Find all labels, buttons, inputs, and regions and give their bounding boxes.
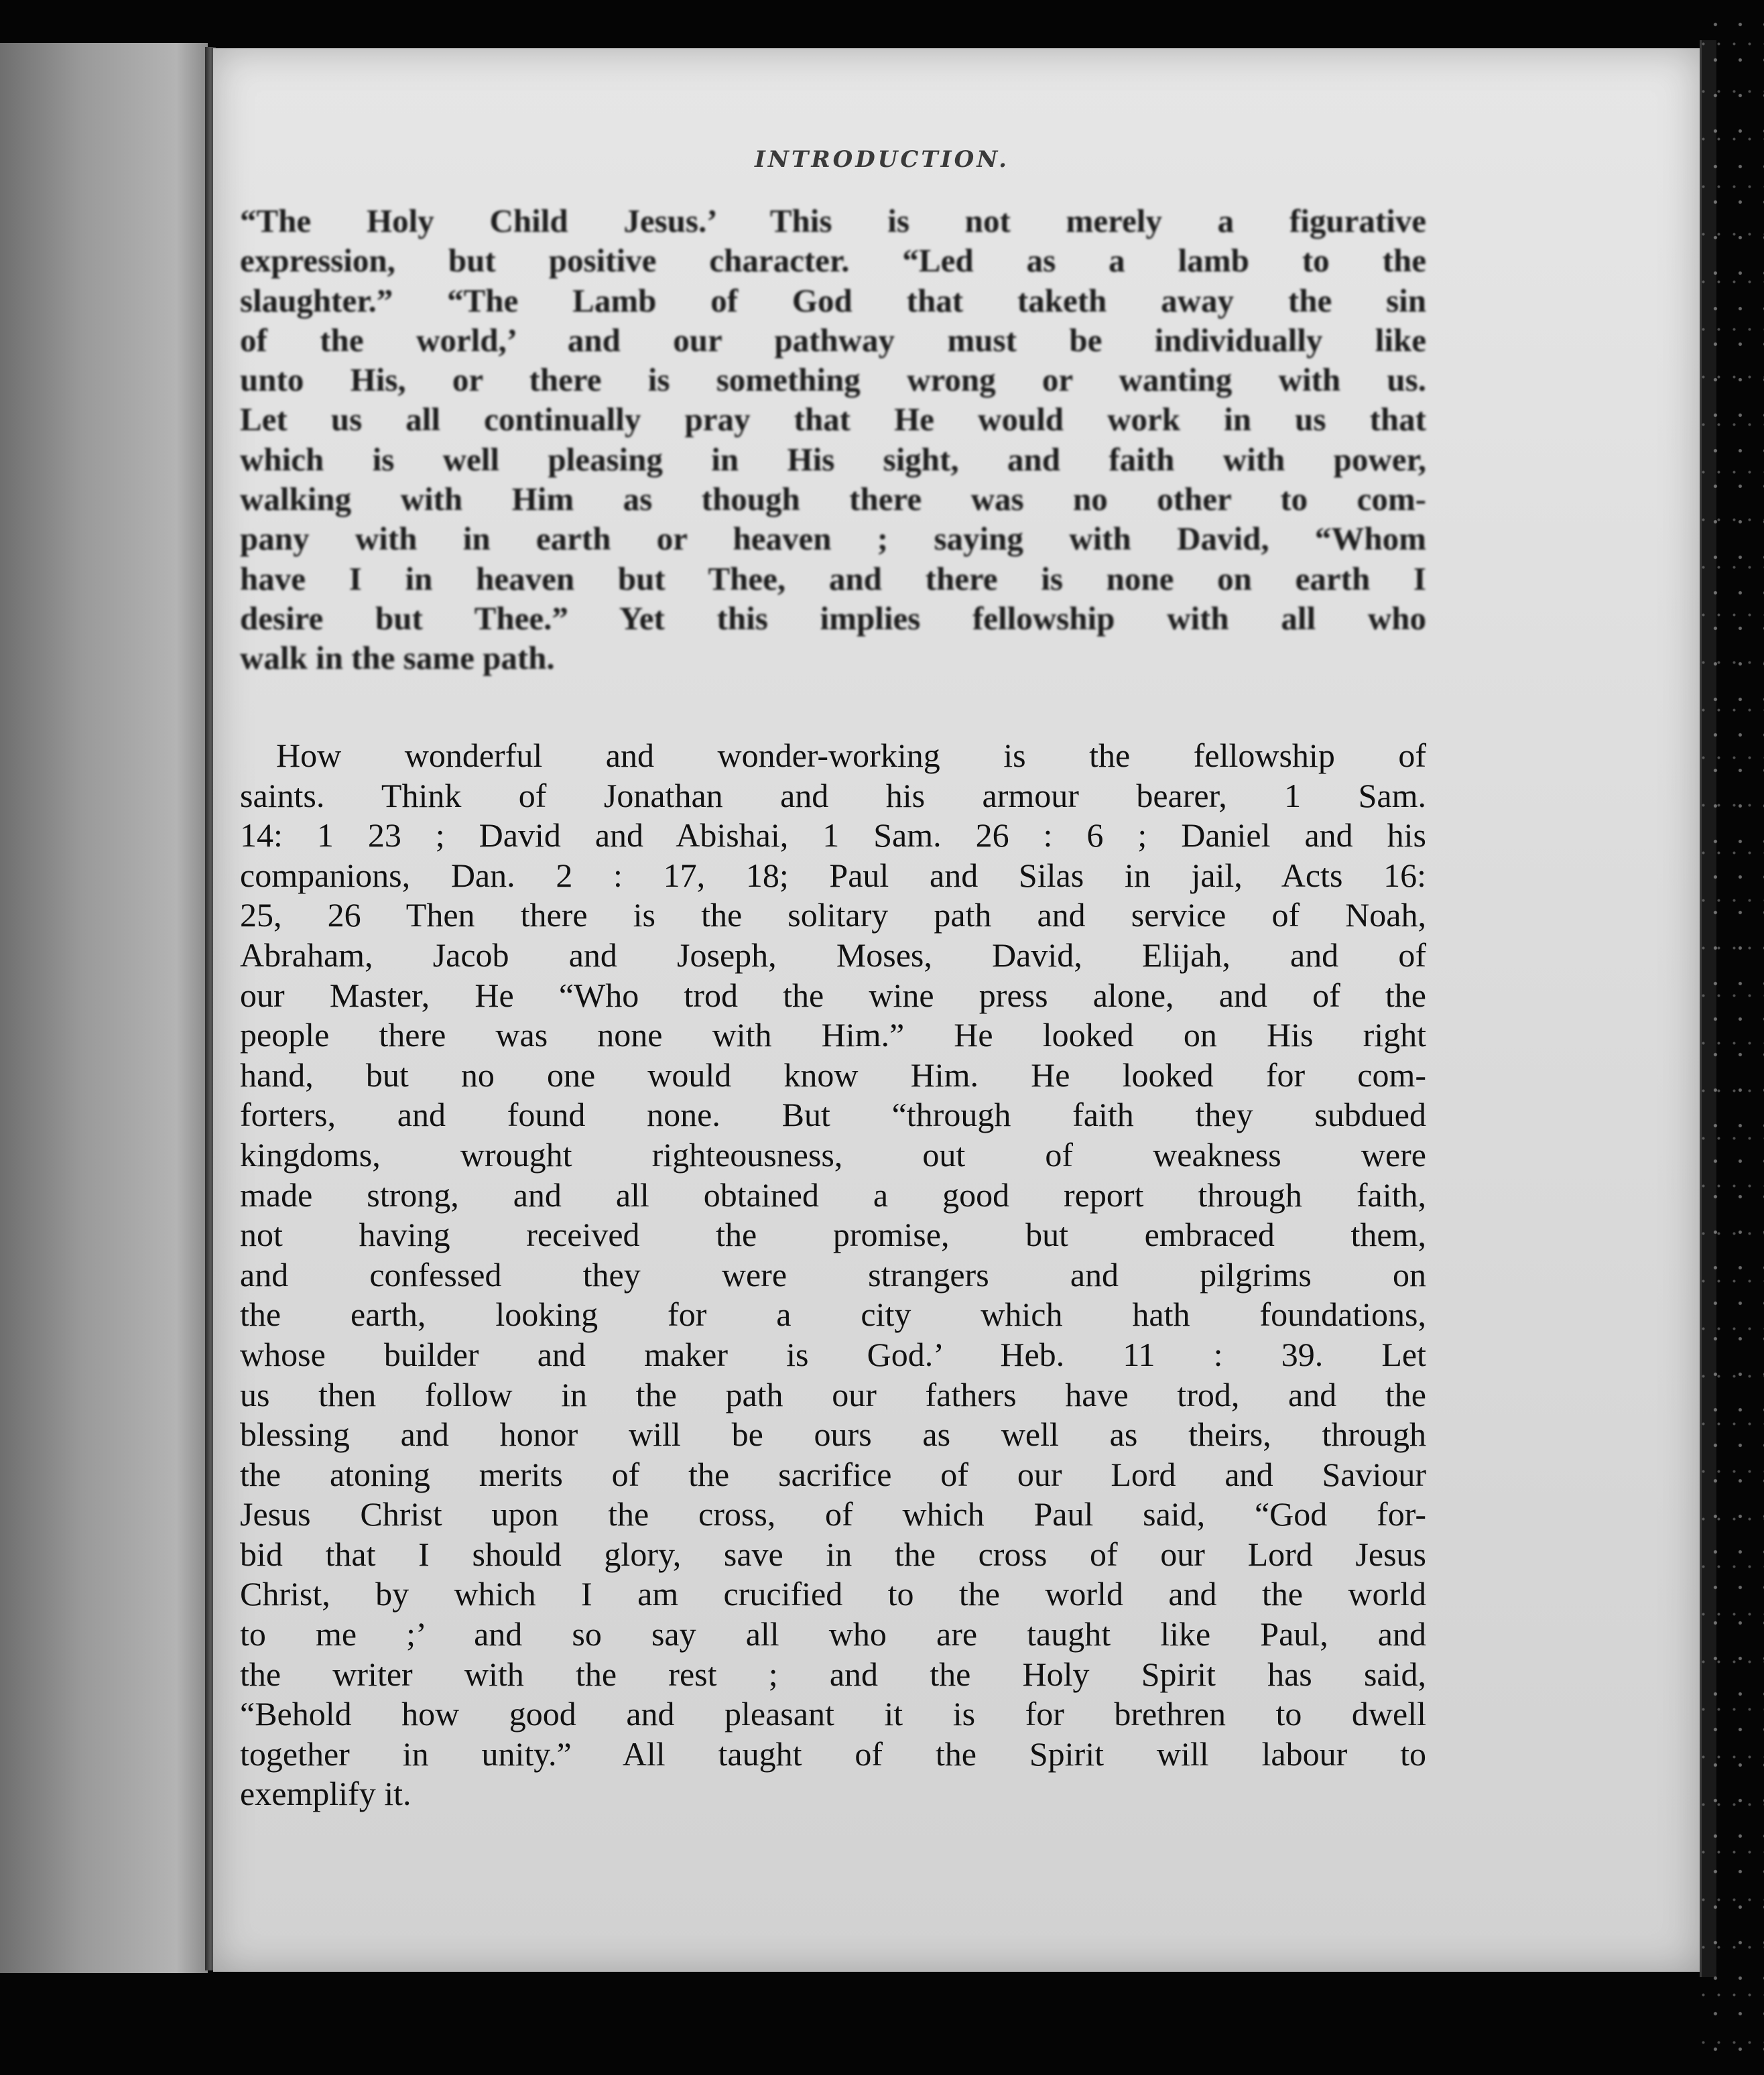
paragraph-2 xyxy=(240,736,1426,1814)
text-line: pany with in earth or heaven ; saying with David, “Whom xyxy=(240,520,1426,558)
paragraph-1 xyxy=(240,201,1426,678)
text-line: bid that I should glory, save in the cross of our Lord Jesus xyxy=(240,1535,1426,1573)
text-line: Let us all continually pray that He would work in us that xyxy=(240,401,1426,438)
text-line: How wonderful and wonder-working is the fellowship of xyxy=(276,737,1426,774)
text-line: whose builder and maker is God.’ Heb. 11 : 39. Let xyxy=(240,1335,1426,1373)
text-line: the writer with the rest ; and the Holy Spirit has said, xyxy=(240,1655,1426,1693)
text-line: and confessed they were strangers and pilgrims on xyxy=(240,1255,1426,1294)
text-line: 14: 1 23 ; David and Abishai, 1 Sam. 26 : 6 ; Daniel and his xyxy=(240,816,1426,855)
text-line: hand, but no one would know Him. He looked for com- xyxy=(240,1056,1426,1094)
text-line: not having received the promise, but embraced them, xyxy=(240,1216,1426,1254)
text-line: of the world,’ and our pathway must be individually like xyxy=(240,321,1426,359)
text-line: made strong, and all obtained a good report through faith, xyxy=(240,1176,1426,1214)
text-line: have I in heaven but Thee, and there is none on earth I xyxy=(240,560,1426,597)
text-line: us then follow in the path our fathers have trod, and the xyxy=(240,1375,1426,1413)
text-line: saints. Think of Jonathan and his armour bearer, 1 Sam. xyxy=(240,776,1426,814)
text-line: Abraham, Jacob and Joseph, Moses, David, Elijah, and of xyxy=(240,936,1426,974)
text-line: walking with Him as though there was no other to com- xyxy=(240,481,1426,518)
text-line: walk in the same path. xyxy=(240,639,555,677)
text-line: “Behold how good and pleasant it is for brethren to dwell xyxy=(240,1695,1426,1733)
text-line: blessing and honor will be ours as well as theirs, through xyxy=(240,1416,1426,1454)
text-line: together in unity.” All taught of the Spirit will labour to xyxy=(240,1735,1426,1773)
text-line: to me ;’ and so say all who are taught like Paul, and xyxy=(240,1615,1426,1653)
text-line: expression, but positive character. “Led as a lamb to the xyxy=(240,242,1426,279)
text-line: 25, 26 Then there is the solitary path and service of Noah, xyxy=(240,896,1426,934)
left-page-edge xyxy=(0,43,208,1973)
text-line: Jesus Christ upon the cross, of which Paul said, “God for- xyxy=(240,1495,1426,1533)
text-line: the earth, looking for a city which hath foundations, xyxy=(240,1296,1426,1334)
text-line: slaughter.” “The Lamb of God that taketh away the sin xyxy=(240,281,1426,319)
text-line: desire but Thee.” Yet this implies fellowship with all who xyxy=(240,599,1426,637)
film-specks xyxy=(1700,0,1764,2075)
text-line: unto His, or there is something wrong or wanting with us. xyxy=(240,361,1426,399)
running-head: INTRODUCTION. xyxy=(755,146,1009,173)
text-line: people there was none with Him.” He looked on His right xyxy=(240,1016,1426,1054)
text-line: which is well pleasing in His sight, and faith with power, xyxy=(240,440,1426,478)
text-line: Christ, by which I am crucified to the world and the world xyxy=(240,1575,1426,1613)
text-line: companions, Dan. 2 : 17, 18; Paul and Silas in jail, Acts 16: xyxy=(240,856,1426,894)
text-line: our Master, He “Who trod the wine press alone, and of the xyxy=(240,976,1426,1014)
text-line: forters, and found none. But “through faith they subdued xyxy=(240,1096,1426,1134)
text-line: the atoning merits of the sacrifice of our Lord and Saviour xyxy=(240,1455,1426,1493)
text-line: “The Holy Child Jesus.’ This is not merely a figurative xyxy=(240,202,1426,239)
text-line: exemplify it. xyxy=(240,1775,412,1813)
text-line: kingdoms, wrought righteousness, out of weakness were xyxy=(240,1135,1426,1174)
